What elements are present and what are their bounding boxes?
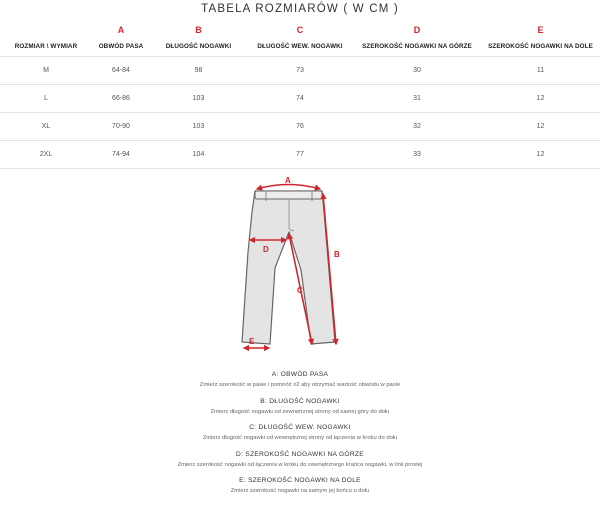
table-cell: 66-86 [92,84,150,112]
table-cell: 33 [353,140,481,168]
size-table [0,22,600,169]
diagram-label-e: E [249,337,255,346]
diagram-label-a: A [285,176,291,185]
column-header: SZEROKOŚĆ NOGAWKI NA DOLE [481,37,600,56]
column-header: DŁUGOŚĆ NOGAWKI [150,37,247,56]
legend-item [0,397,600,424]
page-title: TABELA ROZMIARÓW ( W CM ) [201,3,399,15]
table-cell: 64-84 [92,56,150,84]
letter-cell: D [413,24,421,35]
table-cell: 98 [150,56,247,84]
table-cell: 12 [481,140,600,168]
legend-title: C: DŁUGOŚĆ WEW. NOGAWKI [249,424,351,431]
table-row [0,84,600,112]
legend-item [0,450,600,477]
dimension-letters-row [0,22,600,37]
pants-outline [242,191,335,344]
pants-measurement-diagram [228,172,378,362]
table-header-row [0,37,600,56]
table-cell: M [0,56,92,84]
table-cell: 2XL [0,140,92,168]
legend-description: Zmierz szerokość nogawki od łączenia w kroku do zewnętrznego krańca nogawki, w linii prostej [177,461,423,468]
table-cell: 103 [150,112,247,140]
diagram-label-d: D [263,245,269,254]
table-row [0,56,600,84]
column-header: ROZMIAR \ WYMIAR [0,37,92,56]
letter-cell: A [117,24,125,35]
legend-description: Zmierz długość nogawki od wewnętrznej strony od łączenia w kroku do dołu [202,435,398,441]
legend-title: B: DŁUGOŚĆ NOGAWKI [260,397,340,405]
letter-cell: E [537,24,544,35]
legend-description: Zmierz długość nogawki od zewnętrznej strony od samej góry do dołu [210,408,390,415]
legend-description: Zmierz szerokość w pasie i pomnóż x2 aby otrzymać wartość obwodu w pasie [199,382,401,388]
diagram-label-b: B [334,250,340,259]
column-header: OBWÓD PASA [92,37,150,56]
table-cell: 77 [247,140,353,168]
table-row [0,112,600,140]
table-cell: 74-94 [92,140,150,168]
letter-cell: B [195,24,202,35]
table-cell: 31 [353,84,481,112]
legend-title: E: SZEROKOŚĆ NOGAWKI NA DOLE [239,477,361,484]
legend-item [0,370,600,397]
measurement-legend [0,370,600,503]
table-cell: 11 [481,56,600,84]
legend-title: A: OBWÓD PASA [271,371,329,378]
legend-item [0,476,600,503]
table-cell: 12 [481,112,600,140]
table-cell: 76 [247,112,353,140]
letter-cell: C [296,24,304,35]
table-cell: L [0,84,92,112]
table-cell: 70-90 [92,112,150,140]
table-row [0,140,600,168]
diagram-label-c: C [297,286,303,295]
table-cell: 12 [481,84,600,112]
table-cell: 30 [353,56,481,84]
table-cell: XL [0,112,92,140]
table-cell: 32 [353,112,481,140]
column-header: DŁUGOŚĆ WEW. NOGAWKI [247,37,353,56]
measure-line-a [257,185,320,190]
table-cell: 103 [150,84,247,112]
letter-cell [0,22,92,37]
legend-item [0,423,600,450]
table-cell: 73 [247,56,353,84]
table-cell: 104 [150,140,247,168]
column-header: SZEROKOŚĆ NOGAWKI NA GÓRZE [353,37,481,56]
legend-title: D: SZEROKOŚĆ NOGAWKI NA GÓRZE [236,450,364,458]
table-cell: 74 [247,84,353,112]
legend-description: Zmierz szerokość nogawki na samym jej końcu u dołu [230,488,370,494]
